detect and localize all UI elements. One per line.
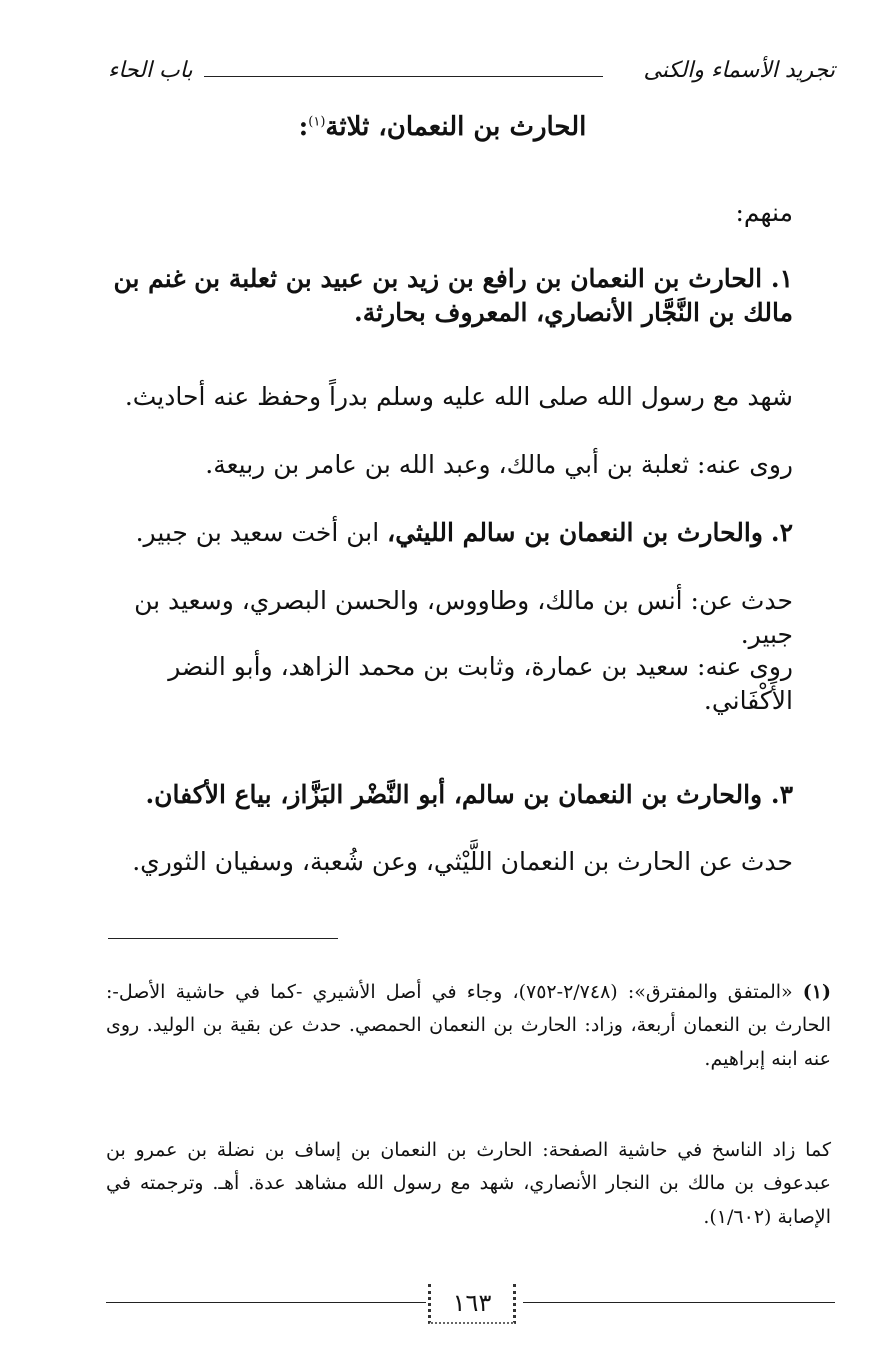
item-2-heading-text: والحارث بن النعمان بن سالم الليثي،: [387, 518, 763, 547]
item-3-line-1: حدث عن الحارث بن النعمان اللَّيْثي، وعن شُعبة، وسفيان الثوري.: [132, 847, 793, 876]
footnote-marker: (١): [802, 981, 831, 1003]
footnote-1: [106, 976, 831, 1076]
header-rule: [204, 76, 603, 77]
footer-rule-right: [523, 1302, 835, 1303]
item-1-heading-text: الحارث بن النعمان بن رافع بن زيد بن عبيد بن ثعلبة بن غنم بن مالك بن النَّجَّار الأنصاري، المعروف بحارثة.: [113, 264, 793, 327]
item-3-number: ٣.: [770, 780, 793, 809]
page-number: ١٦٣: [428, 1284, 516, 1324]
item-2-number: ٢.: [770, 518, 793, 547]
footer-rule-left: [106, 1302, 426, 1303]
item-1-number: ١.: [770, 264, 793, 293]
item-2-heading-rest: ابن أخت سعيد بن جبير.: [135, 518, 388, 547]
item-1-heading: [106, 262, 793, 330]
running-header: [108, 52, 835, 92]
item-3-heading-text: والحارث بن النعمان بن سالم، أبو النَّضْر البَزَّاز، بياع الأكفان.: [145, 780, 763, 809]
footnote-separator: [108, 938, 338, 939]
item-3-heading: [106, 778, 793, 812]
footnote-reference: (١): [308, 114, 326, 130]
footnote-text: «المتفق والمفترق»: (٢/٧٤٨-٧٥٢)، وجاء في أصل الأشيري -كما في حاشية الأصل-: الحارث بن النعمان أربعة، وزاد: الحارث بن النعمان الحمصي. حدث عن بقية بن الوليد. روى عنه ابنه إبراهيم.: [106, 981, 831, 1070]
item-1-line-2: روى عنه: ثعلبة بن أبي مالك، وعبد الله بن عامر بن ربيعة.: [205, 450, 793, 479]
chapter-title: باب الحاء: [108, 58, 193, 83]
book-title: تجريد الأسماء والكنى: [643, 58, 835, 83]
footnote-continuation: كما زاد الناسخ في حاشية الصفحة: الحارث بن النعمان بن إساف بن نضلة بن عمرو بن عبدعوف بن مالك بن النجار الأنصاري، شهد مع رسول الله مشاهد عدة. أهـ. وترجمته في الإصابة (١/٦٠٢).: [106, 1139, 831, 1228]
item-2-heading: [106, 516, 793, 550]
item-1-line-1: شهد مع رسول الله صلى الله عليه وسلم بدراً وحفظ عنه أحاديث.: [124, 382, 793, 411]
entry-title-text: الحارث بن النعمان، ثلاثة: [325, 112, 587, 142]
intro-text: منهم:: [735, 198, 793, 227]
item-2-line-2: روى عنه: سعيد بن عمارة، وثابت بن محمد الزاهد، وأبو النضر الأَكْفَاني.: [168, 652, 793, 715]
item-2-line-1: حدث عن: أنس بن مالك، وطاووس، والحسن البصري، وسعيد بن جبير.: [134, 586, 793, 649]
page-footer: [106, 1282, 835, 1332]
entry-title: الحارث بن النعمان، ثلاثة$^{(١)}$:: [298, 112, 587, 142]
